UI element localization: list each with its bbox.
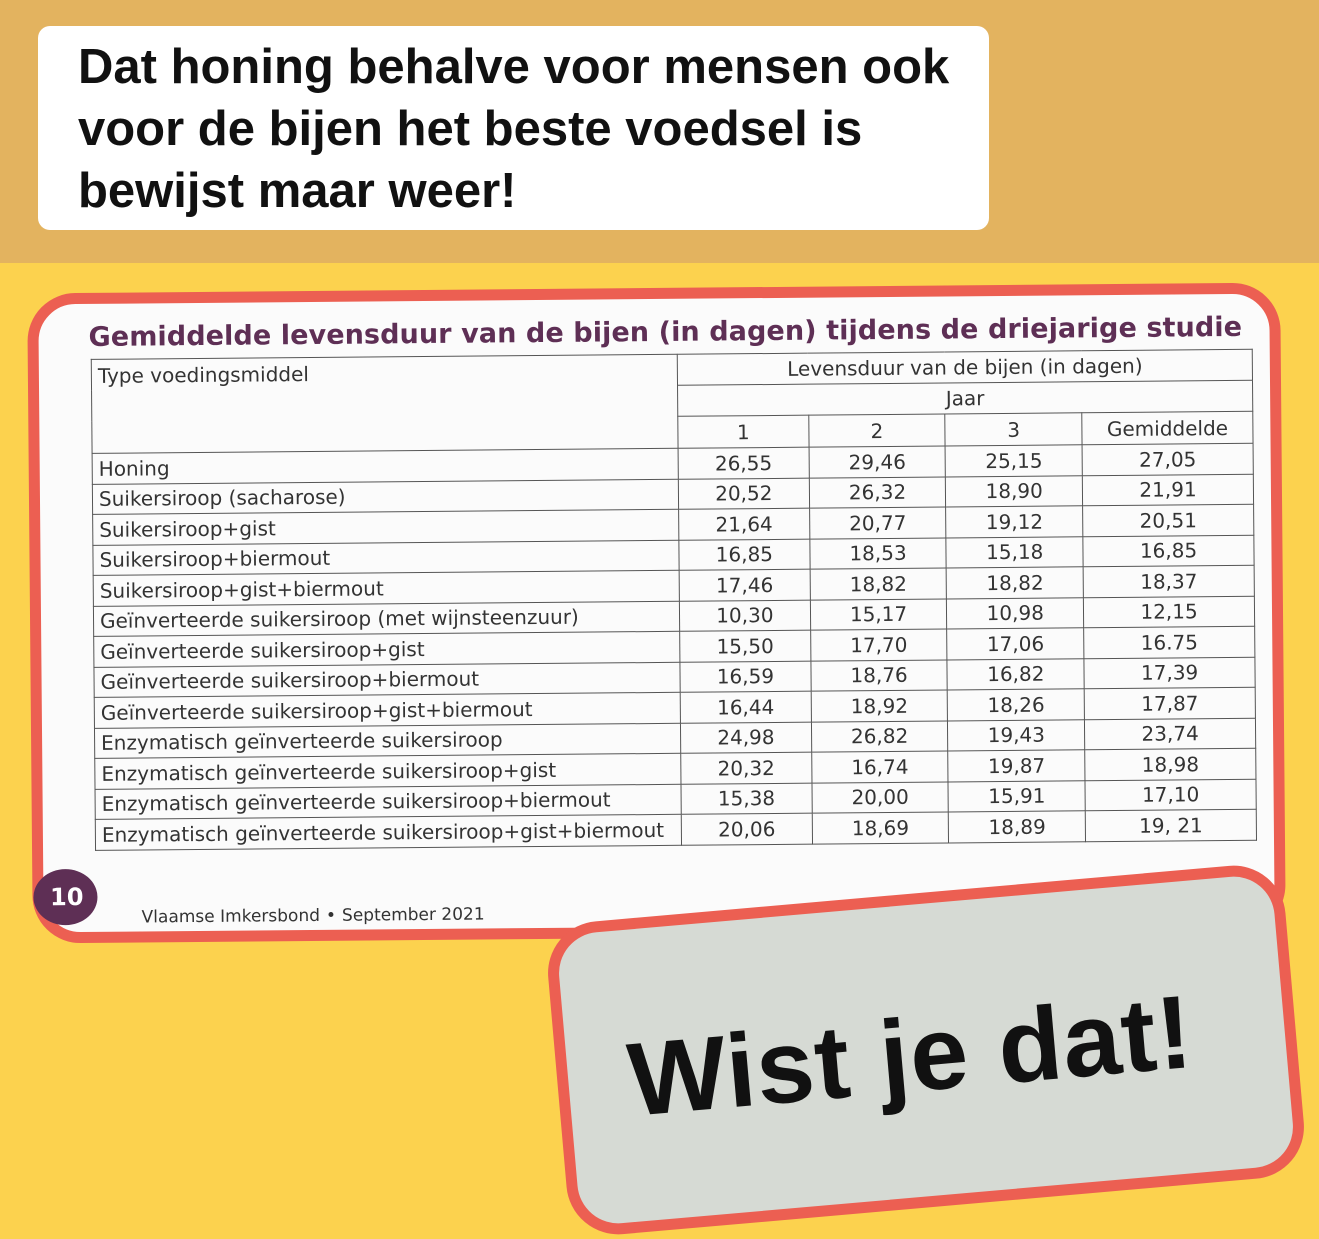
headline-line-1: Dat honing behalve voor mensen ook — [78, 40, 950, 94]
callout-box — [544, 861, 1309, 1238]
column-header-year-3: 3 — [945, 413, 1082, 446]
headline-box — [38, 26, 989, 230]
year-3-cell: 19,43 — [948, 719, 1085, 751]
year-2-cell: 18,53 — [810, 537, 947, 569]
average-cell: 12,15 — [1083, 596, 1254, 628]
year-1-cell: 16,85 — [679, 539, 810, 571]
year-1-cell: 21,64 — [679, 508, 810, 540]
year-1-cell: 15,38 — [681, 783, 812, 815]
average-cell: 16.75 — [1084, 626, 1255, 658]
average-cell: 17,87 — [1084, 687, 1255, 719]
footer-date: September 2021 — [341, 904, 485, 926]
food-type-cell: Geïnverteerde suikersiroop+gist — [94, 631, 680, 667]
year-3-cell: 15,18 — [946, 536, 1083, 568]
year-3-cell: 15,91 — [948, 780, 1085, 812]
footer-publisher: Vlaamse Imkersbond — [141, 905, 321, 928]
year-3-cell: 17,06 — [947, 628, 1084, 660]
year-2-cell: 15,17 — [810, 598, 947, 630]
table-body — [92, 443, 1256, 850]
average-cell: 18,37 — [1083, 565, 1254, 597]
food-type-cell: Suikersiroop (sacharose) — [92, 479, 678, 515]
bullet-separator: • — [325, 905, 337, 926]
food-type-cell: Geïnverteerde suikersiroop+gist+biermout — [94, 692, 680, 728]
food-type-cell: Enzymatisch geïnverteerde suikersiroop+gist — [95, 753, 681, 789]
food-type-cell: Enzymatisch geïnverteerde suikersiroop+biermout — [95, 784, 681, 820]
food-type-cell: Geïnverteerde suikersiroop (met wijnsteenzuur) — [93, 601, 679, 637]
average-cell: 19, 21 — [1085, 809, 1256, 841]
year-1-cell: 20,32 — [681, 752, 812, 784]
average-cell: 21,91 — [1082, 474, 1253, 506]
year-3-cell: 16,82 — [947, 658, 1084, 690]
year-3-cell: 19,87 — [948, 750, 1085, 782]
type-column-header: Type voedingsmiddel — [91, 354, 678, 453]
average-cell: 17,39 — [1084, 657, 1255, 689]
year-3-cell: 19,12 — [946, 506, 1083, 538]
lifespan-table — [91, 349, 1257, 851]
year-2-cell: 26,32 — [809, 476, 946, 508]
year-1-cell: 26,55 — [678, 447, 809, 479]
column-header-average: Gemiddelde — [1082, 411, 1253, 444]
food-type-cell: Suikersiroop+biermout — [93, 540, 679, 576]
headline-line-3: bewijst maar weer! — [78, 164, 517, 218]
year-2-cell: 16,74 — [811, 751, 948, 783]
year-3-cell: 10,98 — [947, 597, 1084, 629]
year-3-cell: 18,82 — [947, 567, 1084, 599]
year-3-cell: 25,15 — [945, 445, 1082, 477]
table-card — [27, 283, 1286, 944]
year-1-cell: 15,50 — [680, 630, 811, 662]
year-1-cell: 24,98 — [680, 722, 811, 754]
year-1-cell: 16,44 — [680, 691, 811, 723]
table-title: Gemiddelde levensduur van de bijen (in dagen) tijdens de driejarige studie — [88, 311, 1243, 353]
year-1-cell: 16,59 — [680, 661, 811, 693]
column-header-year-2: 2 — [808, 414, 945, 447]
food-type-cell: Geïnverteerde suikersiroop+biermout — [94, 662, 680, 698]
year-1-cell: 17,46 — [679, 569, 810, 601]
average-cell: 17,10 — [1085, 779, 1256, 811]
page-number-badge: 10 — [33, 869, 97, 926]
year-3-cell: 18,90 — [946, 475, 1083, 507]
column-header-year-1: 1 — [678, 415, 809, 448]
year-3-cell: 18,89 — [949, 811, 1086, 843]
year-group-header: Jaar — [678, 380, 1253, 416]
year-3-cell: 18,26 — [948, 689, 1085, 721]
food-type-cell: Enzymatisch geïnverteerde suikersiroop — [94, 723, 680, 759]
headline-line-2: voor de bijen het beste voedsel is — [78, 102, 863, 156]
year-2-cell: 20,77 — [809, 507, 946, 539]
top-banner — [0, 0, 1319, 263]
food-type-cell: Suikersiroop+gist+biermout — [93, 570, 679, 606]
year-1-cell: 20,52 — [678, 478, 809, 510]
food-type-cell: Honing — [92, 448, 678, 484]
year-2-cell: 29,46 — [809, 446, 946, 478]
average-cell: 16,85 — [1083, 535, 1254, 567]
year-1-cell: 20,06 — [681, 813, 812, 845]
lifespan-group-header: Levensduur van de bijen (in dagen) — [677, 349, 1252, 385]
year-1-cell: 10,30 — [679, 600, 810, 632]
year-2-cell: 20,00 — [812, 781, 949, 813]
average-cell: 18,98 — [1085, 748, 1256, 780]
year-2-cell: 18,82 — [810, 568, 947, 600]
year-2-cell: 17,70 — [810, 629, 947, 661]
average-cell: 27,05 — [1082, 443, 1253, 475]
food-type-cell: Enzymatisch geïnverteerde suikersiroop+gist+biermout — [95, 814, 681, 850]
callout-text: Wist je dat! — [623, 973, 1198, 1139]
year-2-cell: 18,69 — [812, 812, 949, 844]
average-cell: 23,74 — [1085, 718, 1256, 750]
average-cell: 20,51 — [1083, 504, 1254, 536]
food-type-cell: Suikersiroop+gist — [93, 509, 679, 545]
year-2-cell: 18,92 — [811, 690, 948, 722]
year-2-cell: 18,76 — [811, 659, 948, 691]
footer — [142, 905, 485, 928]
year-2-cell: 26,82 — [811, 720, 948, 752]
